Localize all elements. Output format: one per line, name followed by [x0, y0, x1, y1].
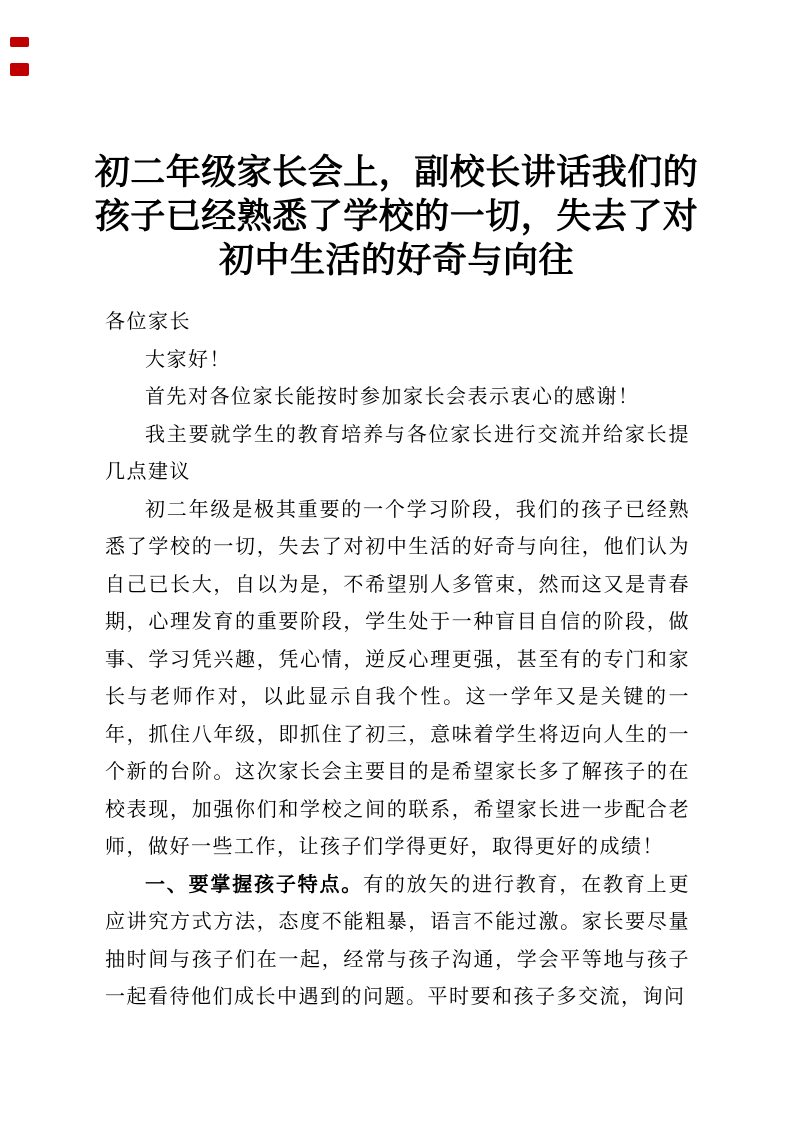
- document-title: [0, 0, 793, 283]
- paragraph: [105, 379, 690, 417]
- paragraph-text: 有的放矢的进行教育，在教育上更应讲究方式方法，态度不能粗暴，语言不能过激。家长要尽量抽时间与孩子们在一起，经常与孩子沟通，学会平等地与孩子一起看待他们成长中遇到的问题。平时要和孩子多交流，询问: [105, 873, 690, 1008]
- document-body: [0, 304, 793, 1017]
- paragraph: [105, 304, 690, 342]
- title-line: 初二年级家长会上，副校长讲话我们的: [94, 153, 699, 192]
- paragraph-lead-bold: 一、要掌握孩子特点。: [145, 873, 364, 896]
- paragraph-text: 各位家长: [105, 311, 191, 333]
- paragraph: [105, 417, 690, 492]
- title-line: 初中生活的好奇与向往: [218, 241, 574, 280]
- red-mark-top: [10, 37, 29, 47]
- paragraph-text: 初二年级是极其重要的一个学习阶段，我们的孩子已经熟悉了学校的一切，失去了对初中生活的好奇与向往，他们认为自己已长大，自以为是，不希望别人多管束，然而这又是青春期，心理发育的重要阶段，学生处于一种盲目自信的阶段，做事、学习凭兴趣，凭心情，逆反心理更强，甚至有的专门和家长与老师作对，以此显示自我个性。这一学年又是关键的一年，抓住八年级，即抓住了初三，意味着学生将迈向人生的一个新的台阶。这次家长会主要目的是希望家长多了解孩子的在校表现，加强你们和学校之间的联系，希望家长进一步配合老师，做好一些工作，让孩子们学得更好，取得更好的成绩！: [105, 498, 690, 858]
- paragraph-text: 我主要就学生的教育培养与各位家长进行交流并给家长提几点建议: [105, 423, 690, 483]
- red-mark-bottom: [10, 63, 29, 76]
- paragraph: [105, 342, 690, 380]
- paragraph-text: 大家好！: [145, 348, 231, 371]
- paragraph: [105, 492, 690, 867]
- paragraph-text: 首先对各位家长能按时参加家长会表示衷心的感谢！: [145, 386, 640, 408]
- paragraph: [105, 867, 690, 1017]
- title-line: 孩子已经熟悉了学校的一切，失去了对: [94, 197, 699, 236]
